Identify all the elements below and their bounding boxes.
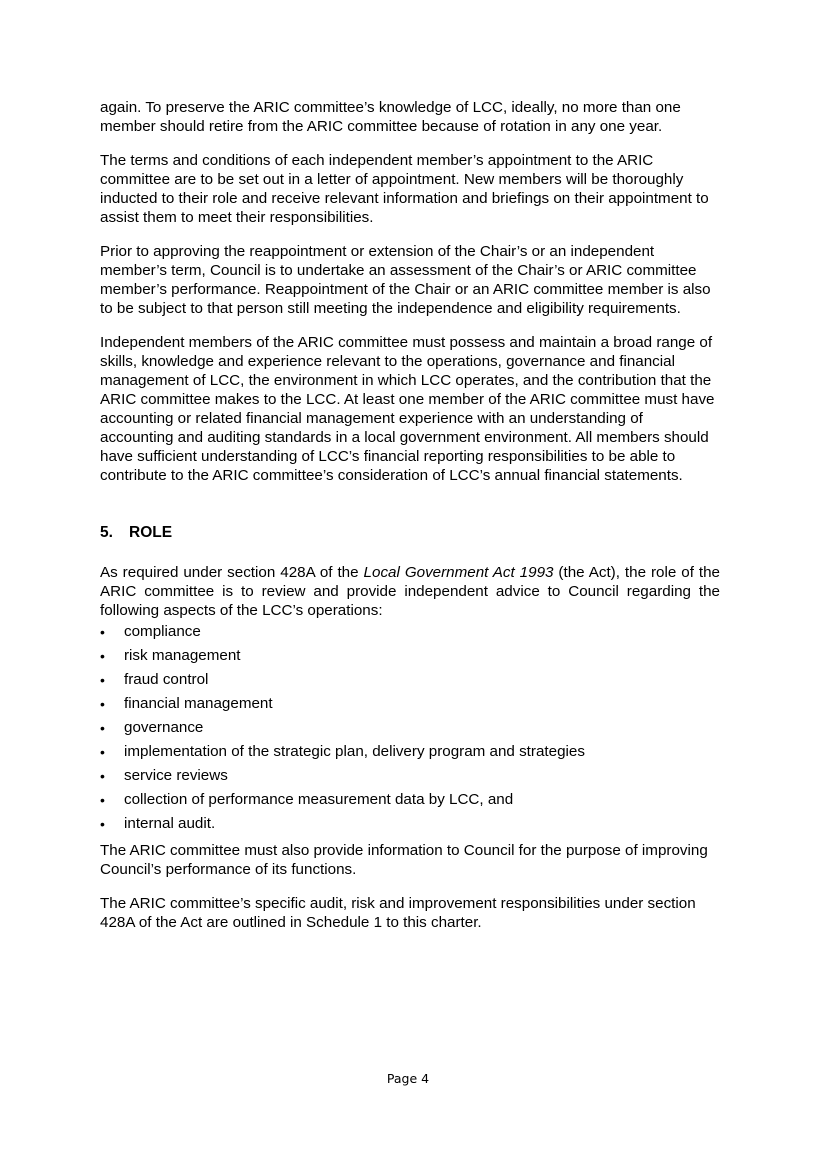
list-item-text: internal audit. xyxy=(124,815,216,832)
paragraph-member-skills: Independent members of the ARIC committee must possess and maintain a broad range of skills, knowledge and experience relevant to the operations, governance and financial management of LCC, the environment in which LCC operates, and the contribution that the ARIC committee makes to the LCC. At least one member of the ARIC committee must have accounting or related financial management experience with an understanding of accounting and auditing standards in a local government environment. All members should have sufficient understanding of LCC’s financial reporting responsibilities to be able to contribute to the ARIC committee’s consideration of LCC’s annual financial statements. xyxy=(100,334,715,484)
section-number: 5. xyxy=(100,524,113,541)
list-item xyxy=(100,668,720,692)
page-number: Page 4 xyxy=(386,1071,430,1086)
bullet-icon: • xyxy=(100,816,105,832)
bullet-icon: • xyxy=(100,624,105,640)
section-title: ROLE xyxy=(129,524,173,541)
list-item-text: fraud control xyxy=(124,671,209,688)
paragraph-role-intro xyxy=(100,563,720,620)
paragraph-rotation: again. To preserve the ARIC committee’s knowledge of LCC, ideally, no more than one member should retire from the ARIC committee because of rotation in any one year. xyxy=(100,99,681,135)
list-item-text: financial management xyxy=(124,695,273,712)
list-item-text: service reviews xyxy=(124,767,228,784)
paragraph-improving-performance: The ARIC committee must also provide information to Council for the purpose of improving Council’s performance of its functions. xyxy=(100,842,708,878)
list-item-text: collection of performance measurement data by LCC, and xyxy=(124,791,514,808)
list-item xyxy=(100,788,720,812)
list-item xyxy=(100,740,720,764)
bullet-icon: • xyxy=(100,720,105,736)
role-intro-before: As required under section 428A of the xyxy=(100,564,364,581)
bullet-icon: • xyxy=(100,648,105,664)
list-item-text: risk management xyxy=(124,647,241,664)
list-item-text: compliance xyxy=(124,623,201,640)
role-intro-after: (the Act), the role of the ARIC committee is to review and provide independent advice to Council regarding the following aspects of the LCC’s operations: xyxy=(100,564,720,619)
role-aspects-list xyxy=(100,620,720,836)
bullet-icon: • xyxy=(100,768,105,784)
list-item xyxy=(100,764,720,788)
paragraph-reappointment: Prior to approving the reappointment or extension of the Chair’s or an independent member’s term, Council is to undertake an assessment of the Chair’s or ARIC committee member’s performance. Reappointment of the Chair or an ARIC committee member is also to be subject to that person still meeting the independence and eligibility requirements. xyxy=(100,243,711,317)
section-heading-role xyxy=(100,523,720,543)
list-item xyxy=(100,644,720,668)
list-item xyxy=(100,692,720,716)
bullet-icon: • xyxy=(100,744,105,760)
list-item-text: implementation of the strategic plan, delivery program and strategies xyxy=(124,743,585,760)
act-name: Local Government Act 1993 xyxy=(363,564,554,581)
bullet-icon: • xyxy=(100,672,105,688)
paragraph-appointment-terms: The terms and conditions of each independent member’s appointment to the ARIC committee are to be set out in a letter of appointment. New members will be thoroughly inducted to their role and receive relevant information and briefings on their appointment to assist them to meet their responsibilities. xyxy=(100,152,709,226)
bullet-icon: • xyxy=(100,696,105,712)
bullet-icon: • xyxy=(100,792,105,808)
list-item-text: governance xyxy=(124,719,204,736)
paragraph-specific-responsibilities: The ARIC committee’s specific audit, risk and improvement responsibilities under section 428A of the Act are outlined in Schedule 1 to this charter. xyxy=(100,895,696,931)
list-item xyxy=(100,716,720,740)
list-item xyxy=(100,620,720,644)
document-body xyxy=(100,98,720,947)
list-item xyxy=(100,812,720,836)
